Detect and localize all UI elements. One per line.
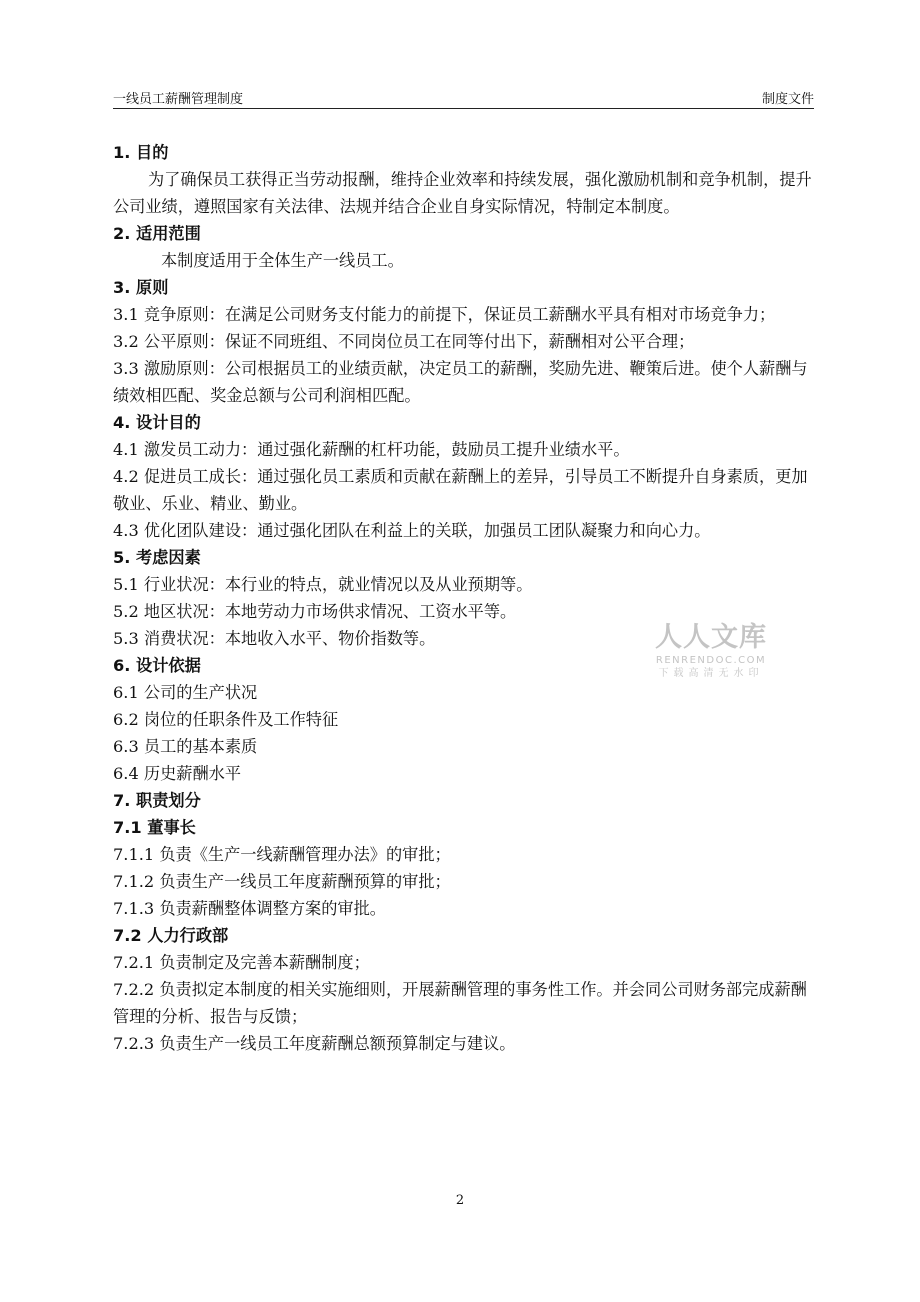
paragraph: 5.2 地区状况：本地劳动力市场供求情况、工资水平等。: [113, 602, 517, 621]
paragraph: 7.1.3 负责薪酬整体调整方案的审批。: [113, 899, 386, 918]
page-number: 2: [455, 1193, 465, 1208]
header-title: 一线员工薪酬管理制度: [113, 92, 244, 107]
section-heading: 7.2 人力行政部: [113, 926, 229, 945]
paragraph: 为了确保员工获得正当劳动报酬，维持企业效率和持续发展，强化激励机制和竞争机制，提升公司业绩，遵照国家有关法律、法规并结合企业自身实际情况，特制定本制度。: [113, 170, 812, 216]
paragraph: 4.1 激发员工动力：通过强化薪酬的杠杆功能，鼓励员工提升业绩水平。: [113, 440, 630, 459]
header-doc-type: 制度文件: [761, 92, 814, 107]
paragraph: 7.2.3 负责生产一线员工年度薪酬总额预算制定与建议。: [113, 1034, 516, 1053]
paragraph: 本制度适用于全体生产一线员工。: [161, 251, 404, 270]
paragraph: 7.1.2 负责生产一线员工年度薪酬预算的审批；: [113, 872, 451, 891]
watermark-domain: RENRENDOC.COM: [655, 655, 767, 666]
section-heading: 5. 考虑因素: [113, 548, 201, 567]
paragraph: 7.1.1 负责《生产一线薪酬管理办法》的审批；: [113, 845, 451, 864]
paragraph: 7.2.1 负责制定及完善本薪酬制度；: [113, 953, 370, 972]
document-body: [113, 139, 814, 1057]
section-heading: 7.1 董事长: [113, 818, 196, 837]
paragraph: 5.3 消费状况：本地收入水平、物价指数等。: [113, 629, 436, 648]
paragraph: 5.1 行业状况：本行业的特点，就业情况以及从业预期等。: [113, 575, 533, 594]
section-heading: 4. 设计目的: [113, 413, 201, 432]
paragraph: 3.2 公平原则：保证不同班组、不同岗位员工在同等付出下，薪酬相对公平合理；: [113, 332, 695, 351]
paragraph: 6.2 岗位的任职条件及工作特征: [113, 710, 339, 729]
watermark: [636, 622, 786, 681]
section-heading: 2. 适用范围: [113, 224, 201, 243]
section-heading: 7. 职责划分: [113, 791, 201, 810]
paragraph: 4.3 优化团队建设：通过强化团队在利益上的关联，加强员工团队凝聚力和向心力。: [113, 521, 711, 540]
paragraph: 6.4 历史薪酬水平: [113, 764, 242, 783]
paragraph: 6.1 公司的生产状况: [113, 683, 258, 702]
watermark-slogan: 下载高清无水印: [658, 668, 764, 679]
paragraph: 4.2 促进员工成长：通过强化员工素质和贡献在薪酬上的差异，引导员工不断提升自身素质，更加敬业、乐业、精业、勤业。: [113, 467, 808, 513]
watermark-brand: 人人文库: [655, 622, 767, 653]
page-header: [113, 88, 814, 109]
paragraph: 6.3 员工的基本素质: [113, 737, 258, 756]
section-heading: 1. 目的: [113, 143, 169, 162]
paragraph: 3.3 激励原则：公司根据员工的业绩贡献，决定员工的薪酬，奖励先进、鞭策后进。使个人薪酬与绩效相匹配、奖金总额与公司利润相匹配。: [113, 359, 808, 405]
section-heading: 6. 设计依据: [113, 656, 201, 675]
paragraph: 7.2.2 负责拟定本制度的相关实施细则，开展薪酬管理的事务性工作。并会同公司财务部完成薪酬管理的分析、报告与反馈；: [113, 980, 807, 1026]
section-heading: 3. 原则: [113, 278, 169, 297]
paragraph: 3.1 竞争原则：在满足公司财务支付能力的前提下，保证员工薪酬水平具有相对市场竞争力；: [113, 305, 776, 324]
